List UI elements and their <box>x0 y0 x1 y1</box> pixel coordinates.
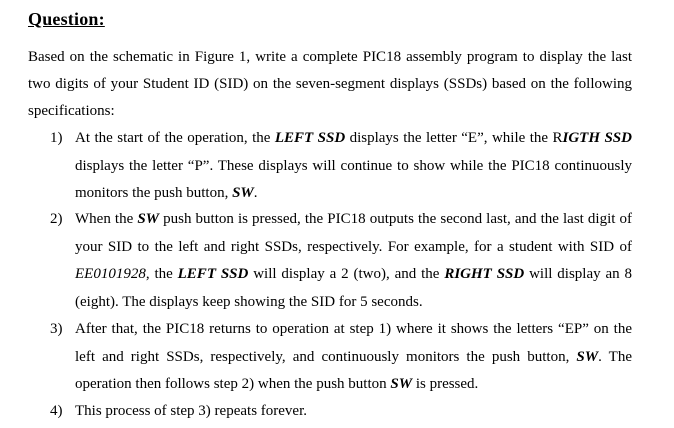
question-heading: Question: <box>28 9 105 29</box>
intro-paragraph: Based on the schematic in Figure 1, write a complete PIC18 assembly program to display the last two digits of your Student ID (SID) on the seven-segment displays (SSDs) based on the following specifications: <box>28 49 632 119</box>
list-item-text: This process of step 3) repeats forever. <box>75 403 308 419</box>
list-item-number: 4) <box>50 403 63 419</box>
list-item-1 <box>28 125 632 208</box>
list-item-number: 2) <box>50 211 63 227</box>
list-item-4 <box>28 398 632 426</box>
list-item-number: 3) <box>50 321 63 337</box>
list-item-2 <box>28 206 632 316</box>
list-item-text: After that, the PIC18 returns to operation at step 1) where it shows the letters “EP” on the left and right SSDs, respectively, and continuously monitors the push button, SW. The operation then follows step 2) when the push button SW is pressed. <box>75 321 632 392</box>
list-item-text: At the start of the operation, the LEFT SSD displays the letter “E”, while the RIGTH SSD displays the letter “P”. These displays will continue to show while the PIC18 continuously monitors the push button, SW. <box>75 130 632 201</box>
list-item-text: When the SW push button is pressed, the PIC18 outputs the second last, and the last digit of your SID to the left and right SSDs, respectively. For example, for a student with SID of EE0101928, the LEFT SSD will display a 2 (two), and the RIGHT SSD will display an 8 (eight). The displays keep showing the SID for 5 seconds. <box>75 211 633 310</box>
list-item-3 <box>28 316 632 399</box>
list-item-number: 1) <box>50 130 63 146</box>
